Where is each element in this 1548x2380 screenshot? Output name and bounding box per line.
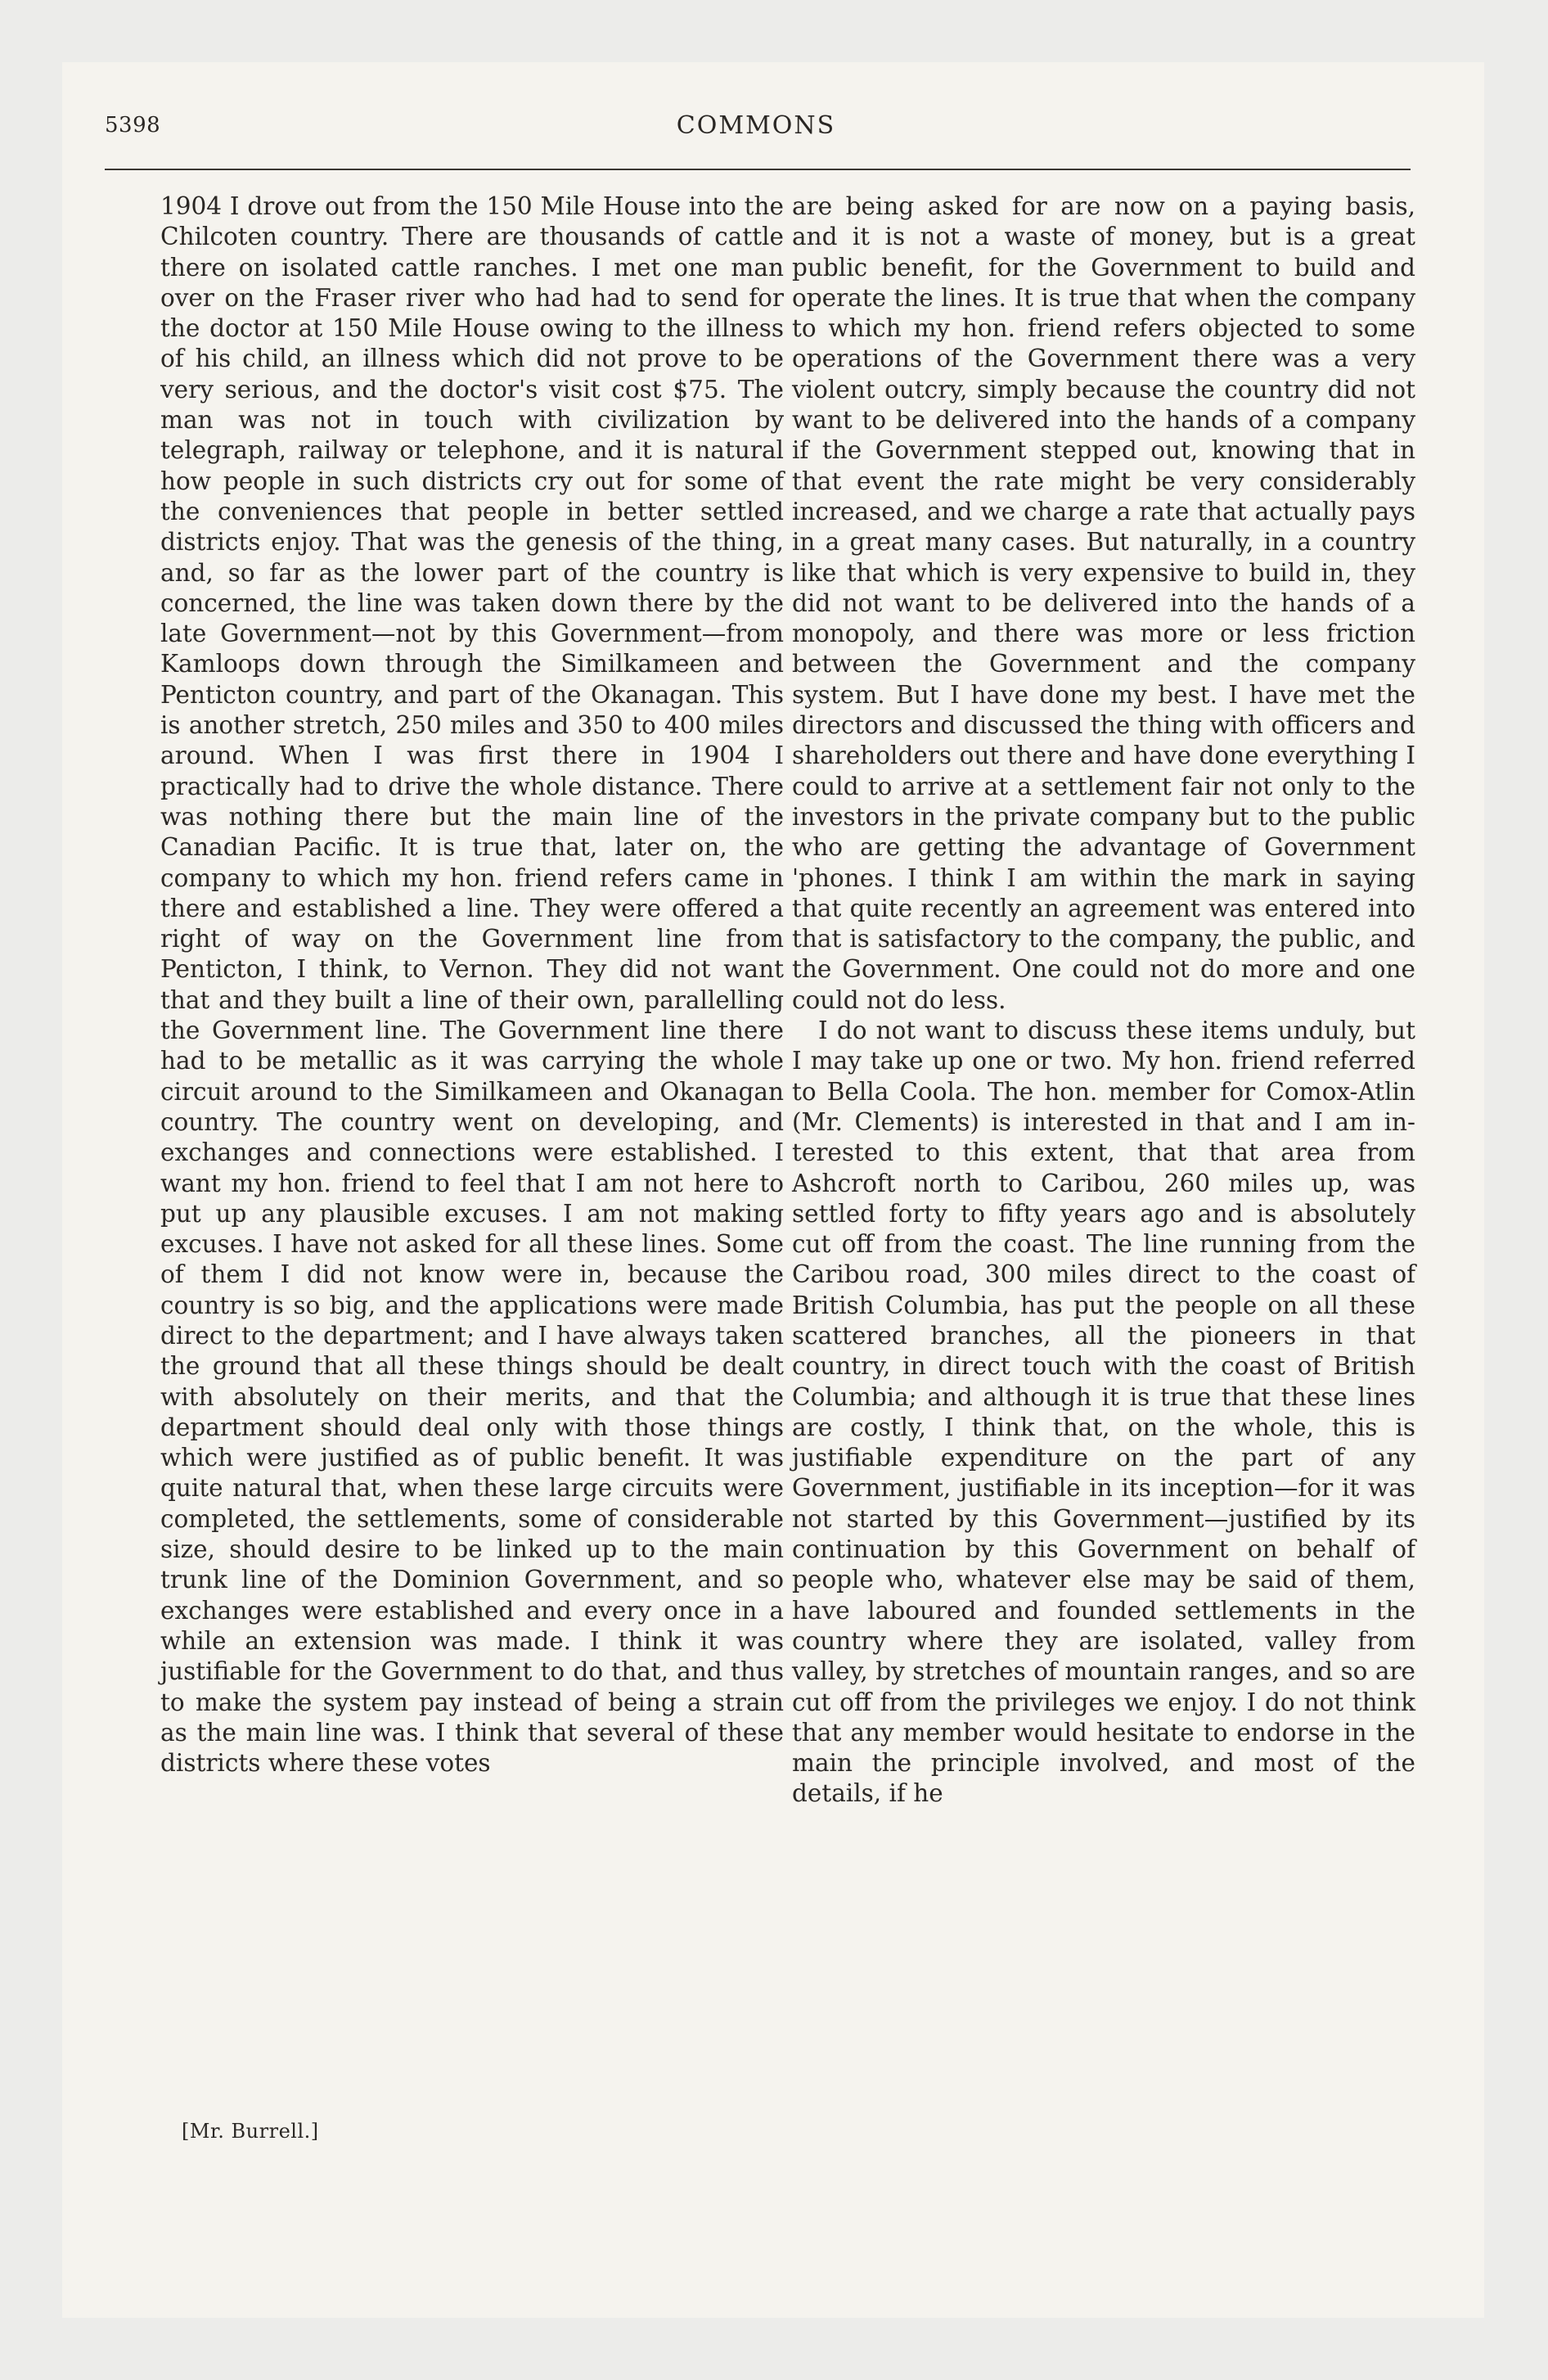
left-column [160, 192, 784, 1778]
right-column [792, 192, 1415, 1810]
left-paragraph: 1904 I drove out from the 150 Mile House into the Chilcoten country. There are thousands of cattle there on isolated cattle ranches. I met one man over on the Fraser river who had had to send for the doctor at 150 Mile House owing to the illness of his child, an illness which did not prove to be very serious, and the doctor's visit cost $75. The man was not in touch with civilization by telegraph, railway or telephone, and it is natural how people in such districts cry out for some of the conveniences that people in better settled districts enjoy. That was the genesis of the thing, and, so far as the lower part of the country is concerned, the line was taken down there by the late Government—not by this Government—from Kamloops down through the Similkameen and Penticton country, and part of the Okanagan. This is another stretch, 250 miles and 350 to 400 miles around. When I was first there in 1904 I practically had to drive the whole distance. There was nothing there but the main line of the Canadian Pacific. It is true that, later on, the company to which my hon. friend refers came in there and established a line. They were offered a right of way on the Government line from Penticton, I think, to Vernon. They did not want that and they built a line of their own, parallelling the Government line. The Government line there had to be metallic as it was carrying the whole circuit around to the Similkameen and Okanagan country. The country went on developing, and exchanges and connections were established. I want my hon. friend to feel that I am not here to put up any plausible excuses. I am not making excuses. I have not asked for all these lines. Some of them I did not know were in, because the country is so big, and the applications were made direct to the department; and I have always taken the ground that all these things should be dealt with absolutely on their merits, and that the department should deal only with those things which were justified as of public benefit. It was quite natural that, when these large circuits were completed, the settlements, some of considerable size, should desire to be linked up to the main trunk line of the Dominion Government, and so exchanges were established and every once in a while an extension was made. I think it was justifiable for the Government to do that, and thus to make the system pay instead of being a strain as the main line was. I think that several of these districts where these votes [160, 192, 784, 1778]
speaker-attribution: [Mr. Burrell.] [182, 2120, 319, 2143]
page-number: 5398 [105, 113, 161, 137]
header-rule [105, 169, 1411, 170]
running-head: COMMONS [676, 111, 836, 140]
right-paragraph: I do not want to discuss these items unduly, but I may take up one or two. My hon. friend referred to Bella Coola. The hon. member for Comox-Atlin (Mr. Clements) is interested in that and I am interested to this extent, that that area from Ashcroft north to Caribou, 260 miles up, was settled forty to fifty years ago and is absolutely cut off from the coast. The line running from the Caribou road, 300 miles direct to the coast of British Columbia, has put the people on all these scattered branches, all the pioneers in that country, in direct touch with the coast of British Columbia; and although it is true that these lines are costly, I think that, on the whole, this is justifiable expenditure on the part of any Government, justifiable in its inception—for it was not started by this Government—justified by its continuation by this Government on behalf of people who, whatever else may be said of them, have laboured and founded settlements in the country where they are isolated, valley from valley, by stretches of mountain ranges, and so are cut off from the privileges we enjoy. I do not think that any member would hesitate to endorse in the main the principle involved, and most of the details, if he [792, 1016, 1415, 1808]
right-paragraph: are being asked for are now on a paying basis, and it is not a waste of money, but is a great public benefit, for the Government to build and operate the lines. It is true that when the company to which my hon. friend refers objected to some operations of the Government there was a very violent outcry, simply because the country did not want to be delivered into the hands of a company if the Government stepped out, knowing that in that event the rate might be very considerably increased, and we charge a rate that actually pays in a great many cases. But naturally, in a country like that which is very expensive to build in, they did not want to be delivered into the hands of a monopoly, and there was more or less friction between the Government and the company system. But I have done my best. I have met the directors and discussed the thing with officers and shareholders out there and have done everything I could to arrive at a settlement fair not only to the investors in the private company but to the public who are getting the advantage of Government 'phones. I think I am within the mark in saying that quite recently an agreement was entered into that is satisfactory to the company, the public, and the Government. One could not do more and one could not do less. [792, 192, 1415, 1014]
page-header [105, 106, 1407, 156]
